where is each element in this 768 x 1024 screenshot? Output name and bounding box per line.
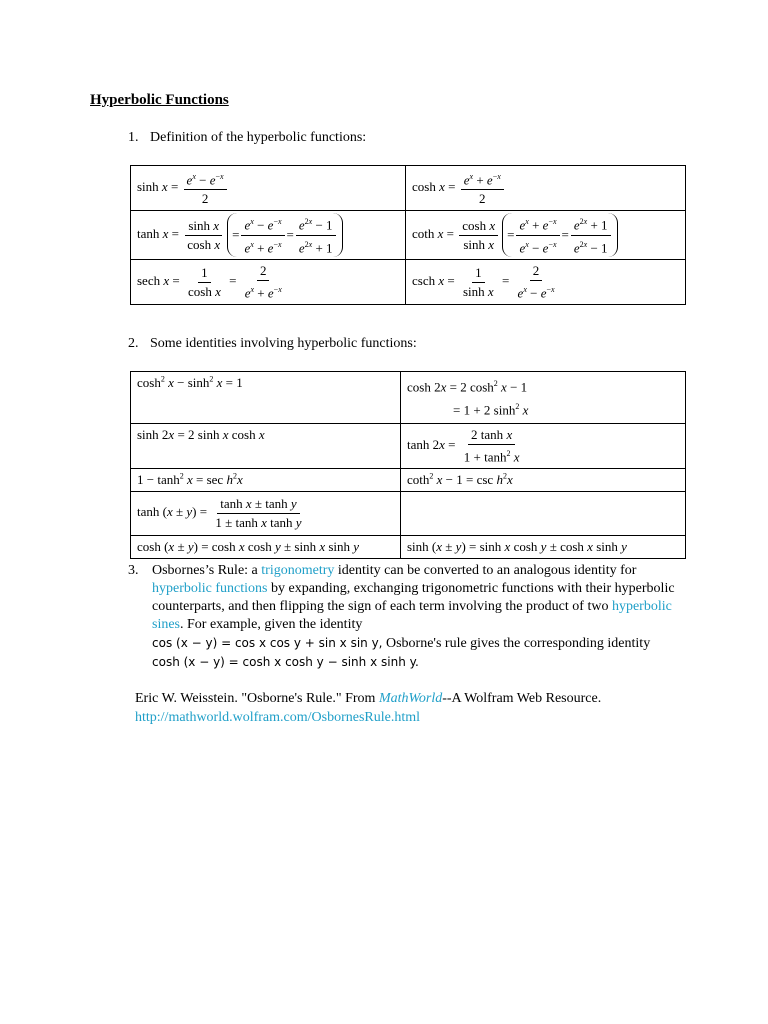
reference-text-a: Eric W. Weisstein. "Osborne's Rule." From: [135, 691, 379, 706]
identity-tanh-double: tanh 2x = $\frac{\text{2 tanh x}}{1 + \tanh^2 x}$: [401, 423, 686, 468]
page-title: Hyperbolic Functions: [90, 92, 229, 108]
mathworld-link[interactable]: MathWorld: [378, 691, 443, 706]
identity-tanh-sum: tanh (x ± y) = $\frac{\text{tanh x ± tanh y}}{\text{1 ± tanh x tanh y}}$: [131, 491, 401, 535]
hyperbolic-identity: cosh (x − y) = cosh x cosh y − sinh x sinh y.: [152, 655, 419, 669]
reference-text-b: --A Wolfram Web Resource.: [442, 691, 602, 706]
hyperbolic-identity-line: [152, 653, 419, 671]
section-1-heading: [128, 130, 366, 146]
rule-text-b: identity can be converted to an analogous identity for: [334, 563, 637, 578]
section-1-text: Definition of the hyperbolic functions:: [150, 130, 367, 145]
trig-identity: cos (x − y) = cos x cos y + sin x sin y,: [152, 636, 383, 650]
rule-text-a: : a: [244, 563, 262, 578]
identity-cosh-double: cosh 2x = 2 $\cosh^2 x - 1$ = 1 + 2 $\sinh^2 x$: [401, 372, 686, 424]
reference-url-link[interactable]: http://mathworld.wolfram.com/OsbornesRule.html: [135, 710, 421, 725]
def-coth: coth x = $\frac{\text{cosh x}}{\text{sinh x}}$ = $\frac{e^x + e^{-x}}{e^x - e^{-x}}$ = $\frac{e^{2x} + 1}{e^{2x} - 1}$: [406, 211, 686, 260]
section-1-number: 1.: [128, 130, 139, 145]
rule-text-c: by expanding, exchanging trigonometric functions with their hyperbolic counterparts, and then flipping the sign of each term involving the product of two: [152, 581, 675, 614]
rule-text-d: . For example, given the identity: [180, 617, 363, 632]
hyperbolic-sines-link[interactable]: hyperbolic sines: [152, 599, 672, 632]
def-csch: csch x = $\frac{1}{\text{sinh x}}$ = $\frac{2}{e^x - e^{-x}}$: [406, 259, 686, 304]
def-sinh: sinh x = $\frac{e^x - e^{-x}}{2}$: [131, 166, 406, 211]
identity-csch: coth$^2$ $x - 1 = \csc h^2x$: [401, 468, 686, 491]
section-2-text: Some identities involving hyperbolic functions:: [150, 336, 417, 351]
identity-sinh-sum: sinh (x ± y) = sinh x cosh y ± cosh x sinh y: [401, 535, 686, 558]
section-3-number: 3.: [128, 563, 139, 578]
identity-cosh-sum: cosh (x ± y) = cosh x cosh y ± sinh x sinh y: [131, 535, 401, 558]
def-tanh: tanh x = $\frac{\text{sinh x}}{\text{cosh x}}$ = $\frac{e^x - e^{-x}}{e^x + e^{-x}}$ = $\frac{e^{2x} - 1}{e^{2x} + 1}$: [131, 211, 406, 260]
rule-text-e: Osborne's rule gives the corresponding identity: [382, 636, 651, 651]
identity-sinh-double: sinh 2x = 2 sinh x cosh x: [131, 423, 401, 468]
reference: [135, 689, 601, 727]
section-2-number: 2.: [128, 336, 139, 351]
identities-table: [130, 371, 686, 559]
identity-sech: $1 - \tanh^2 x = \sec h^2x$: [131, 468, 401, 491]
rule-name: Osbornes’s Rule: [152, 563, 245, 578]
reference-citation: [135, 689, 601, 708]
trig-identity-line: [152, 634, 650, 653]
trigonometry-link[interactable]: trigonometry: [261, 563, 335, 578]
identity-pythagorean: $\cosh^2 x - \sinh^2 x = 1$: [131, 372, 401, 424]
section-3-paragraph: [152, 562, 692, 634]
def-sech: sech x = $\frac{1}{\text{cosh x}}$ = $\frac{2}{e^x + e^{-x}}$: [131, 259, 406, 304]
section-2-heading: [128, 336, 417, 352]
identity-empty-cell: [401, 491, 686, 535]
def-cosh: cosh x = $\frac{e^x + e^{-x}}{2}$: [406, 166, 686, 211]
definitions-table: [130, 165, 686, 305]
hyperbolic-functions-link[interactable]: hyperbolic functions: [152, 581, 268, 596]
